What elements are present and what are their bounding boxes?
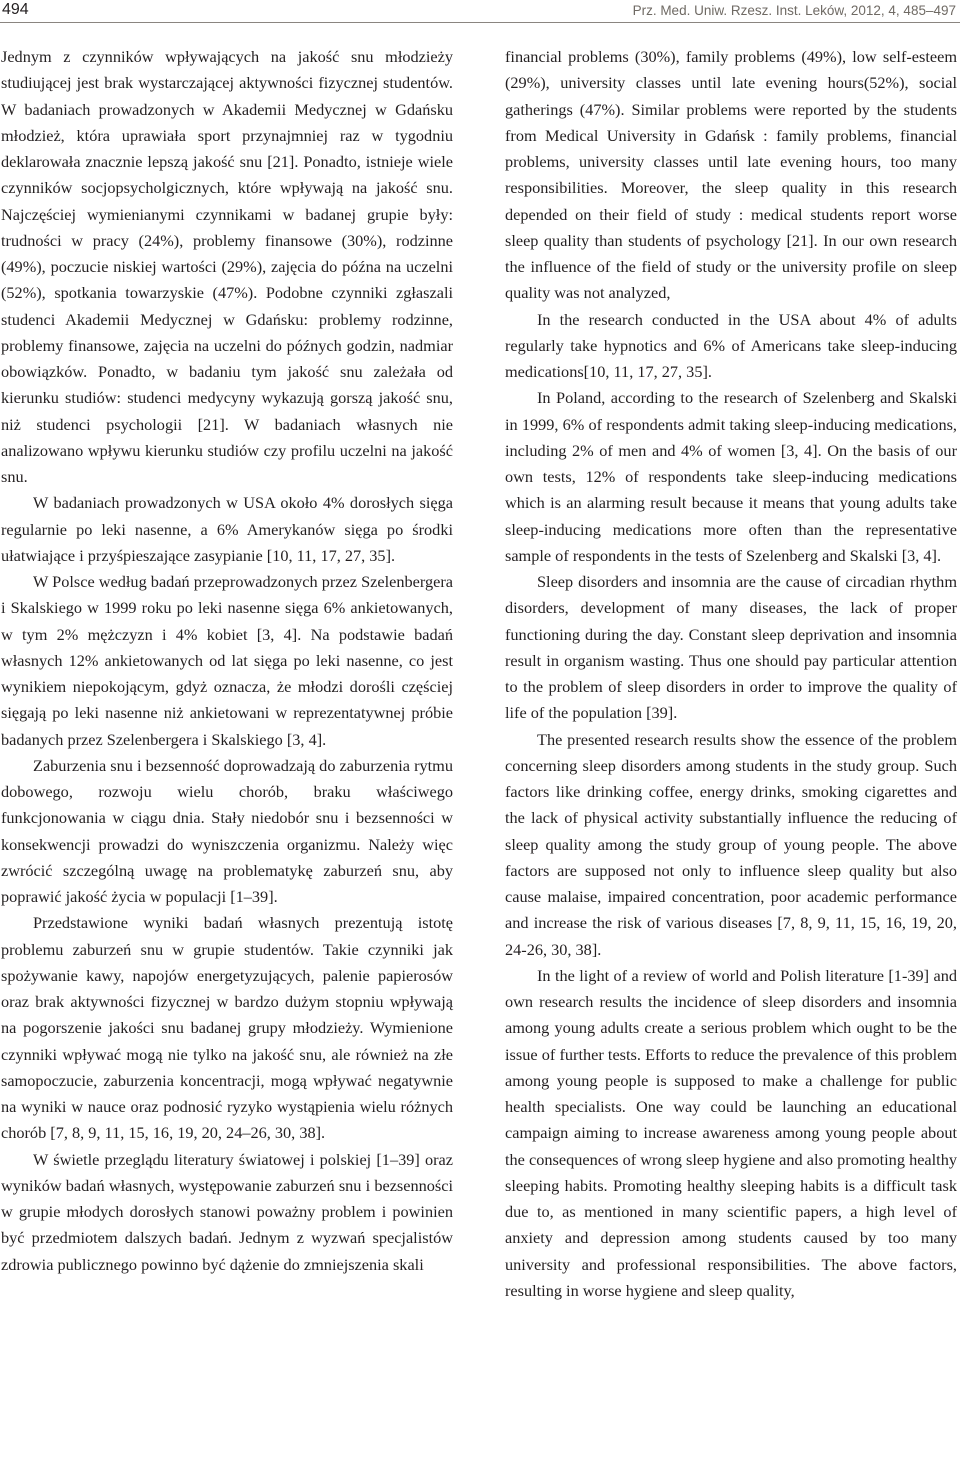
running-header <box>0 0 960 24</box>
header-rule <box>0 22 960 23</box>
left-column <box>1 44 453 1278</box>
paragraph: Jednym z czynników wpływających na jakość snu młodzieży studiującej jest brak wystarczającej aktywności fizycznej studentów. W badaniach prowadzonych w Akademii Medycznej w Gdańsku młodzież, która uprawiała sport przynajmniej raz w tygodniu deklarowała znacznie lepszą jakość snu [21]. Ponadto, istnieje wiele czynników socjopsycholgicznych, które wpływają na jakość snu. Najczęściej wymienianymi czynnikami w badanej grupie były: trudności w pracy (24%), problemy finansowe (30%), rodzinne (49%), poczucie niskiej wartości (29%), zajęcia do późna na uczelni (52%), spotkania towarzyskie (47%). Podobne czynniki zgłaszali studenci Akademii Medycznej w Gdańsku: problemy rodzinne, problemy finansowe, zajęcia na uczelni do późnych godzin, nadmiar obowiązków. Ponadto, w badaniu tym jakość snu zależała od kierunku studiów: studenci medycyny wykazują gorszą jakość snu, niż studenci psychologii [21]. W badaniach własnych nie analizowano wpływu kierunku studiów czy profilu uczelni na jakość snu. <box>1 47 453 486</box>
paragraph: Sleep disorders and insomnia are the cause of circadian rhythm disorders, development of many diseases, the lack of proper functioning during the day. Constant sleep deprivation and insomnia result in organism wasting. Thus one should pay particular attention to the problem of sleep disorders in order to improve the quality of life of the population [39]. <box>505 572 957 723</box>
paragraph: W Polsce według badań przeprowadzonych przez Szelenbergera i Skalskiego w 1999 roku po leki nasenne sięga 6% ankietowanych, w tym 2% mężczyzn i 4% kobiet [3, 4]. Na podstawie badań własnych 12% ankietowanych od lat sięga po leki nasenne, co jest wynikiem niepokojącym, gdyż oznacza, że młodzi dorośli częściej sięgają po leki nasenne niż ankietowani w reprezentatywnej próbie badanych przez Szelenbergera i Skalskiego [3, 4]. <box>1 572 453 749</box>
right-column <box>505 44 957 1304</box>
paragraph: The presented research results show the essence of the problem concerning sleep disorders among students in the study group. Such factors like drinking coffee, energy drinks, smoking cigarettes and the lack of physical activity substantially influence the reducing of sleep quality among the study group of young people. The above factors are supposed not only to influence sleep quality but also cause malaise, impaired concentration, poor academic performance and increase the risk of various diseases [7, 8, 9, 11, 15, 16, 19, 20, 24-26, 30, 38]. <box>505 729 957 959</box>
paragraph: Przedstawione wyniki badań własnych prezentują istotę problemu zaburzeń snu w grupie studentów. Takie czynniki jak spożywanie kawy, napojów energetyzujących, palenie papierosów oraz brak aktywności fizycznej w bardzo dużym stopniu wpływają na pogorszenie jakości snu badanej grupy młodzieży. Wymienione czynniki wpływać mogą nie tylko na jakość snu, ale również na złe samopoczucie, zaburzenia koncentracji, mogą wpływać negatywnie na wyniki w nauce oraz podnosić ryzyko wystąpienia wielu różnych chorób [7, 8, 9, 11, 15, 16, 19, 20, 24–26, 30, 38]. <box>1 913 453 1143</box>
paragraph: Zaburzenia snu i bezsenność doprowadzają do zaburzenia rytmu dobowego, rozwoju wielu chorób, braku właściwego funkcjonowania w ciągu dnia. Stały niedobór snu i bezsenności w konsekwencji prowadzi do wyniszczenia organizmu. Należy więc zwrócić szczególną uwagę na problematykę zaburzeń snu, aby poprawić jakość życia w populacji [1–39]. <box>1 755 453 906</box>
journal-citation: Prz. Med. Uniw. Rzesz. Inst. Leków, 2012, 4, 485–497 <box>632 3 956 18</box>
paragraph: W świetle przeglądu literatury światowej i polskiej [1–39] oraz wyników badań własnych, występowanie zaburzeń snu i bezsenności w grupie młodych dorosłych stanowi poważny problem i powinien być przedmiotem dalszych badań. Jednym z wyzwań specjalistów zdrowia publicznego powinno być dążenie do zmniejszenia skali <box>1 1149 453 1274</box>
paragraph: W badaniach prowadzonych w USA około 4% dorosłych sięga regularnie po leki nasenne, a 6% Amerykanów sięga po środki ułatwiające i przyśpieszające zasypianie [10, 11, 17, 27, 35]. <box>1 493 453 565</box>
paragraph: financial problems (30%), family problems (49%), low self-esteem (29%), university classes until late evening hours(52%), social gatherings (47%). Similar problems were reported by the students from Medical University in Gdańsk : family problems, financial problems, university classes until late evening hours, too many responsibilities. Moreover, the sleep quality in this research depended on their field of study : medical students report worse sleep quality than students of psychology [21]. In our own research the influence of the field of study or the university profile on sleep quality was not analyzed, <box>505 47 957 303</box>
paragraph: In the light of a review of world and Polish literature [1-39] and own research results the incidence of sleep disorders and insomnia among young adults create a serious problem which ought to be the issue of further tests. Efforts to reduce the prevalence of this problem among young people is supposed to make a challenge for public health specialists. One way could be launching an educational campaign aiming to increase awareness among young people about the consequences of wrong sleep hygiene and also promoting healthy sleeping habits. Promoting healthy sleeping habits is a difficult task due to, as mentioned in many scientific papers, a high level of anxiety and depression among students caused by too many university and professional responsibilities. The above factors, resulting in worse hygiene and sleep quality, <box>505 965 957 1300</box>
paragraph: In the research conducted in the USA about 4% of adults regularly take hypnotics and 6% of Americans take sleep-inducing medications[10, 11, 17, 27, 35]. <box>505 309 957 381</box>
paragraph: In Poland, according to the research of Szelenberg and Skalski in 1999, 6% of respondents admit taking sleep-inducing medications, including 2% of men and 4% of women [3, 4]. On the basis of our own tests, 12% of respondents take sleep-inducing medications which is an alarming result because it means that young adults take sleep-inducing medications more often than the representative sample of respondents in the tests of Szelenberg and Skalski [3, 4]. <box>505 388 957 565</box>
page-number: 494 <box>2 1 29 18</box>
